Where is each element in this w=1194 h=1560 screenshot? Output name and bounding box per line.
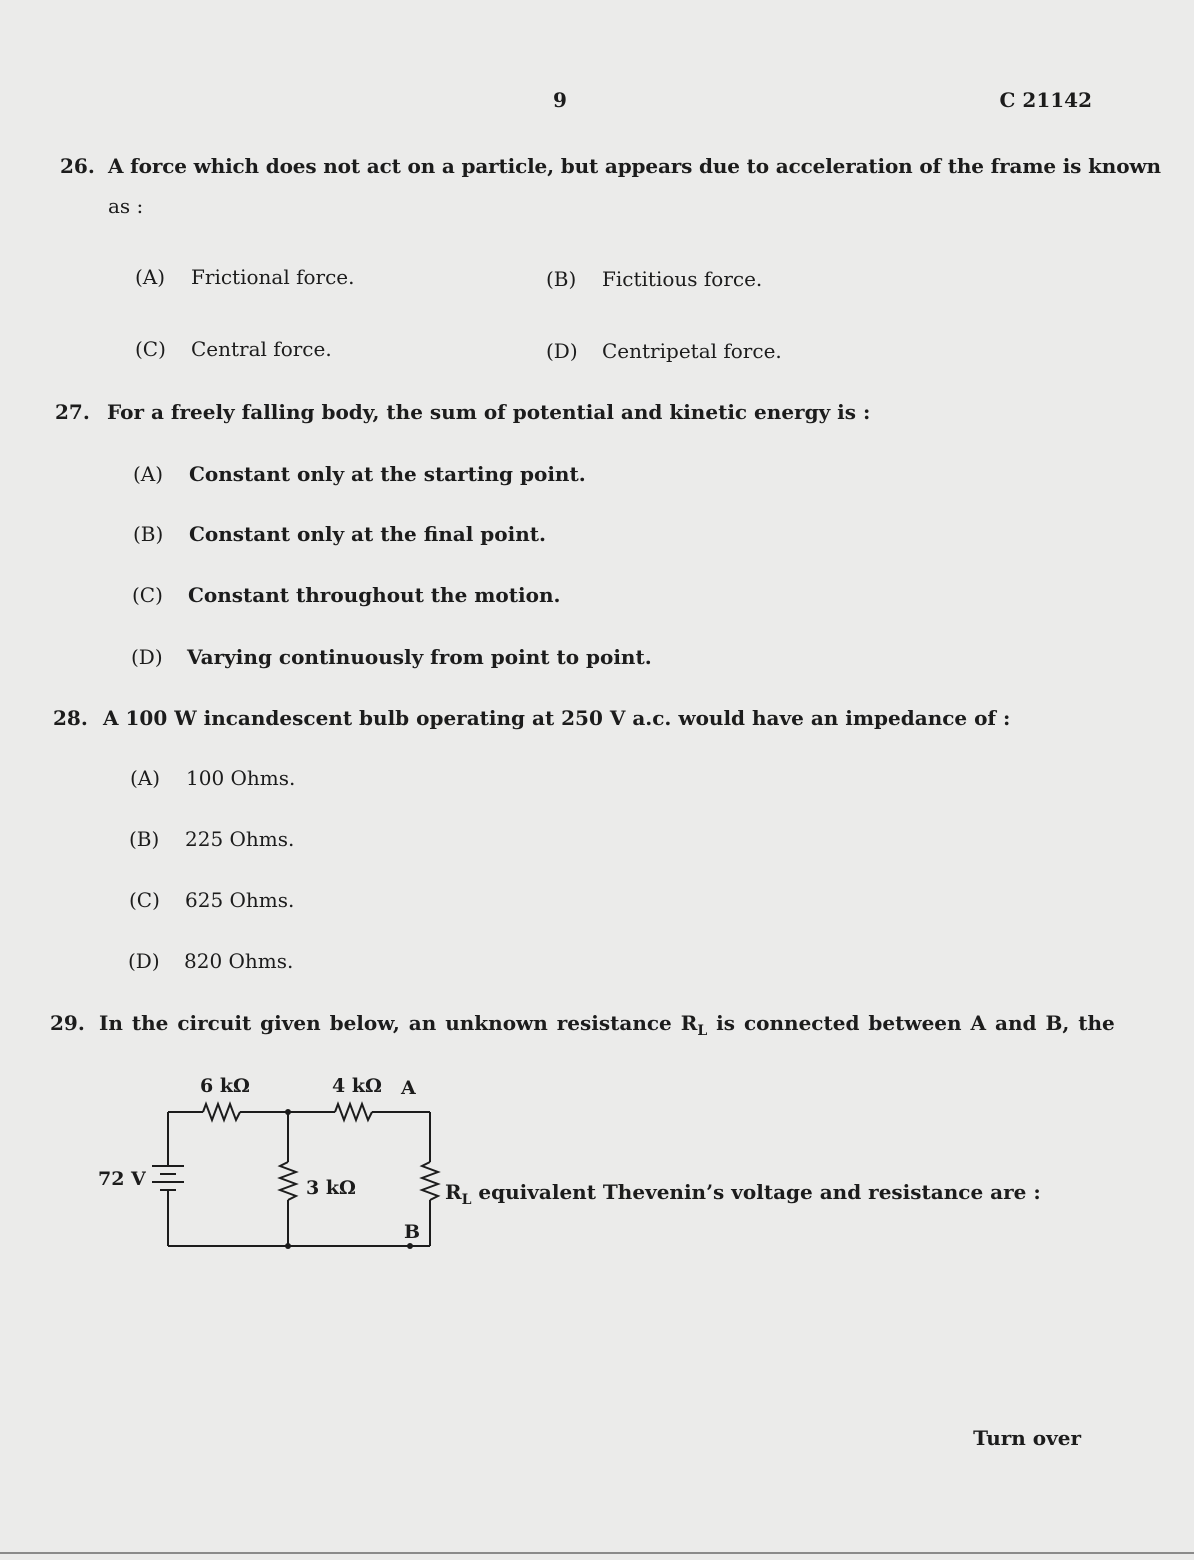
page-bottom-edge <box>0 1552 1194 1554</box>
page-number: 9 <box>553 88 567 112</box>
option-27-a: (A) Constant only at the starting point. <box>133 462 586 486</box>
paper-code: C 21142 <box>999 88 1092 112</box>
question-text: A 100 W incandescent bulb operating at 250 V a.c. would have an impedance of : <box>103 706 1011 730</box>
question-number: 28. <box>53 706 88 730</box>
label-4k: 4 kΩ <box>332 1075 382 1097</box>
question-29-continuation: $R_L$ equivalent Thevenin’s voltage and resistance are : <box>445 1180 1041 1208</box>
question-text-line-1: A force which does not act on a particle, but appears due to acceleration of the frame is known <box>108 154 1161 178</box>
option-28-b: (B) 225 Ohms. <box>129 827 295 851</box>
label-6k: 6 kΩ <box>200 1075 250 1097</box>
junction-dot <box>285 1109 291 1115</box>
option-26-d: (D) Centripetal force. <box>546 339 782 363</box>
option-27-c: (C) Constant throughout the motion. <box>132 583 561 607</box>
resistor-6k <box>203 1104 240 1120</box>
option-27-b: (B) Constant only at the final point. <box>133 522 546 546</box>
label-node-b: B <box>404 1221 421 1243</box>
question-number: 29. <box>50 1011 85 1035</box>
circuit-diagram <box>90 1070 450 1260</box>
question-text: In the circuit given below, an unknown resistance $R_L$ is connected between A and B, the <box>99 1011 1115 1039</box>
option-26-b: (B) Fictitious force. <box>546 267 763 291</box>
turn-over-note: Turn over <box>973 1426 1081 1450</box>
node-b-dot <box>407 1243 413 1249</box>
label-3k: 3 kΩ <box>306 1177 356 1199</box>
question-text: For a freely falling body, the sum of potential and kinetic energy is : <box>107 400 871 424</box>
question-number: 26. <box>60 154 95 178</box>
option-27-d: (D) Varying continuously from point to point. <box>131 645 652 669</box>
resistor-3k <box>280 1162 296 1200</box>
option-28-d: (D) 820 Ohms. <box>128 949 294 973</box>
question-text-line-2: as : <box>108 194 144 218</box>
option-26-a: (A) Frictional force. <box>135 265 355 289</box>
label-source: 72 V <box>98 1168 146 1190</box>
question-number: 27. <box>55 400 90 424</box>
option-26-c: (C) Central force. <box>135 337 332 361</box>
label-node-a: A <box>401 1077 416 1099</box>
resistor-4k <box>335 1104 372 1120</box>
junction-dot <box>285 1243 291 1249</box>
option-28-c: (C) 625 Ohms. <box>129 888 295 912</box>
option-28-a: (A) 100 Ohms. <box>130 766 296 790</box>
resistor-rl <box>422 1162 438 1200</box>
